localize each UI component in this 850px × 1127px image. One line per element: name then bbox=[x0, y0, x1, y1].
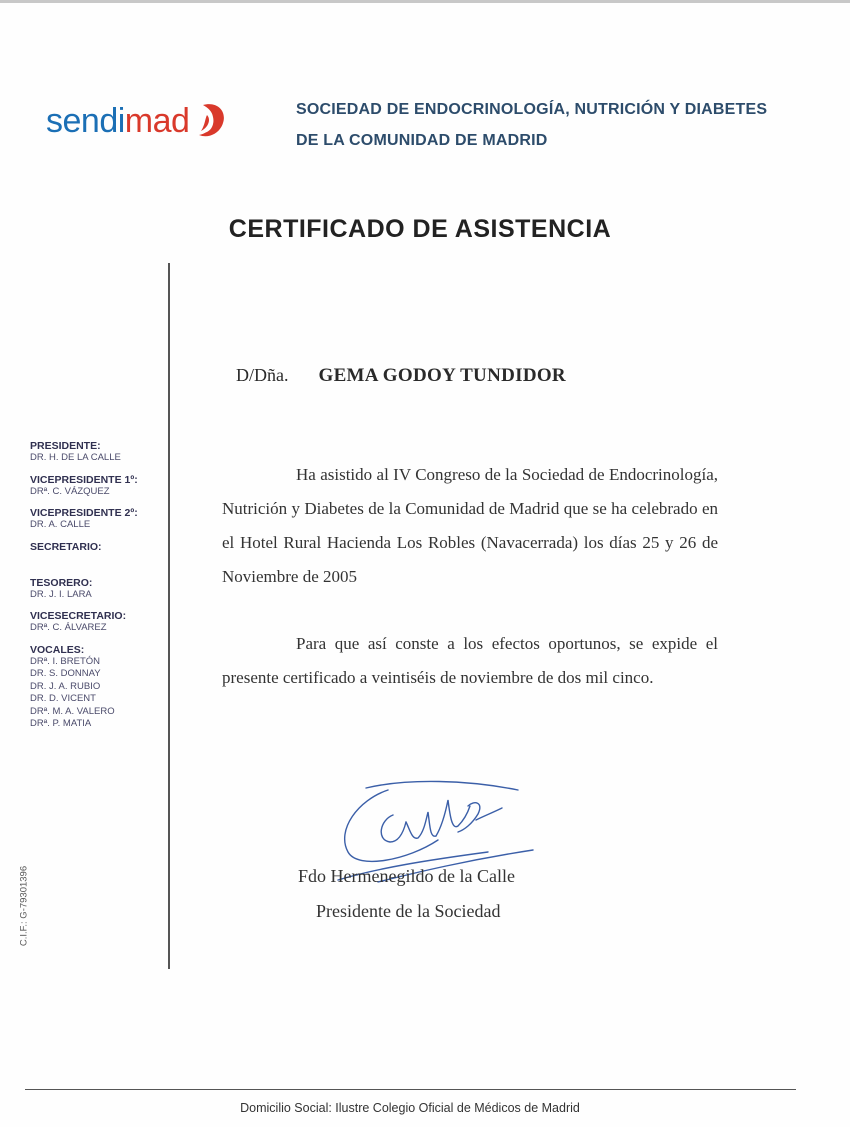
organization-name bbox=[296, 94, 767, 156]
issuance-paragraph: Para que así conste a los efectos oportunos, se expide el presente certificado a veintiséis de noviembre de dos mil cinco. bbox=[222, 634, 718, 687]
org-name-line1: SOCIEDAD DE ENDOCRINOLOGÍA, NUTRICIÓN Y DIABETES bbox=[296, 101, 768, 118]
board-group-vicepresident-2 bbox=[30, 507, 138, 532]
board-group-vicesecretary bbox=[30, 610, 138, 635]
cif-number bbox=[14, 846, 34, 966]
board-members-sidebar bbox=[30, 440, 138, 740]
board-role: PRESIDENTE: bbox=[30, 440, 101, 452]
attendance-paragraph: Ha asistido al IV Congreso de la Sociedad de Endocrinología, Nutrición y Diabetes de la Comunidad de Madrid que se ha celebrado en el Hotel Rural Hacienda Los Robles (Navacerrada) los días 25 y 26 de Noviembre de 2005 bbox=[222, 465, 718, 586]
recipient-label: D/Dña. bbox=[236, 365, 289, 385]
board-group-vocales bbox=[30, 644, 138, 731]
cif-text: C.I.F.: G-79301396 bbox=[18, 865, 30, 947]
logo-wordmark bbox=[46, 102, 189, 141]
footer-divider bbox=[25, 1089, 796, 1090]
top-scan-edge bbox=[0, 0, 850, 3]
board-member: DR. J. A. RUBIO bbox=[30, 680, 101, 692]
board-member: DRª. C. VÁZQUEZ bbox=[30, 485, 110, 497]
board-group-treasurer bbox=[30, 577, 138, 602]
board-group-president bbox=[30, 440, 138, 465]
board-role: VICEPRESIDENTE 1º: bbox=[30, 473, 138, 486]
certificate-title: CERTIFICADO DE ASISTENCIA bbox=[228, 215, 612, 243]
board-role: VICEPRESIDENTE 2º: bbox=[30, 507, 138, 519]
board-member: DR. J. I. LARA bbox=[30, 588, 92, 600]
recipient-line bbox=[236, 365, 566, 387]
sidebar-divider bbox=[168, 263, 170, 969]
logo-text-part2: mad bbox=[124, 101, 190, 140]
logo-mark-icon bbox=[193, 101, 231, 141]
board-role: TESORERO: bbox=[30, 576, 93, 589]
recipient-name: GEMA GODOY TUNDIDOR bbox=[318, 365, 566, 386]
footer-address: Domicilio Social: Ilustre Colegio Oficial de Médicos de Madrid bbox=[240, 1101, 580, 1115]
board-member: DR. D. VICENT bbox=[30, 693, 96, 704]
signer-role: Presidente de la Sociedad bbox=[316, 901, 501, 921]
board-role: VOCALES: bbox=[30, 643, 85, 656]
org-name-line2: DE LA COMUNIDAD DE MADRID bbox=[296, 132, 548, 149]
board-group-secretary bbox=[30, 541, 138, 553]
board-member: DR. A. CALLE bbox=[30, 519, 91, 530]
board-member: DR. S. DONNAY bbox=[30, 668, 101, 679]
logo-text-part1: sendi bbox=[46, 101, 125, 140]
board-member: DR. H. DE LA CALLE bbox=[30, 452, 121, 463]
board-role: SECRETARIO: bbox=[30, 540, 102, 553]
board-group-vicepresident-1 bbox=[30, 474, 138, 499]
board-member: DRª. P. MATIA bbox=[30, 718, 92, 729]
board-member: DRª. C. ÁLVAREZ bbox=[30, 622, 107, 633]
board-member: DRª. I. BRETÓN bbox=[30, 655, 101, 667]
board-member: DRª. M. A. VALERO bbox=[30, 705, 115, 717]
signer-name: Fdo Hermenegildo de la Calle bbox=[298, 866, 515, 886]
board-role: VICESECRETARIO: bbox=[30, 610, 127, 622]
sendimad-logo bbox=[46, 96, 231, 146]
